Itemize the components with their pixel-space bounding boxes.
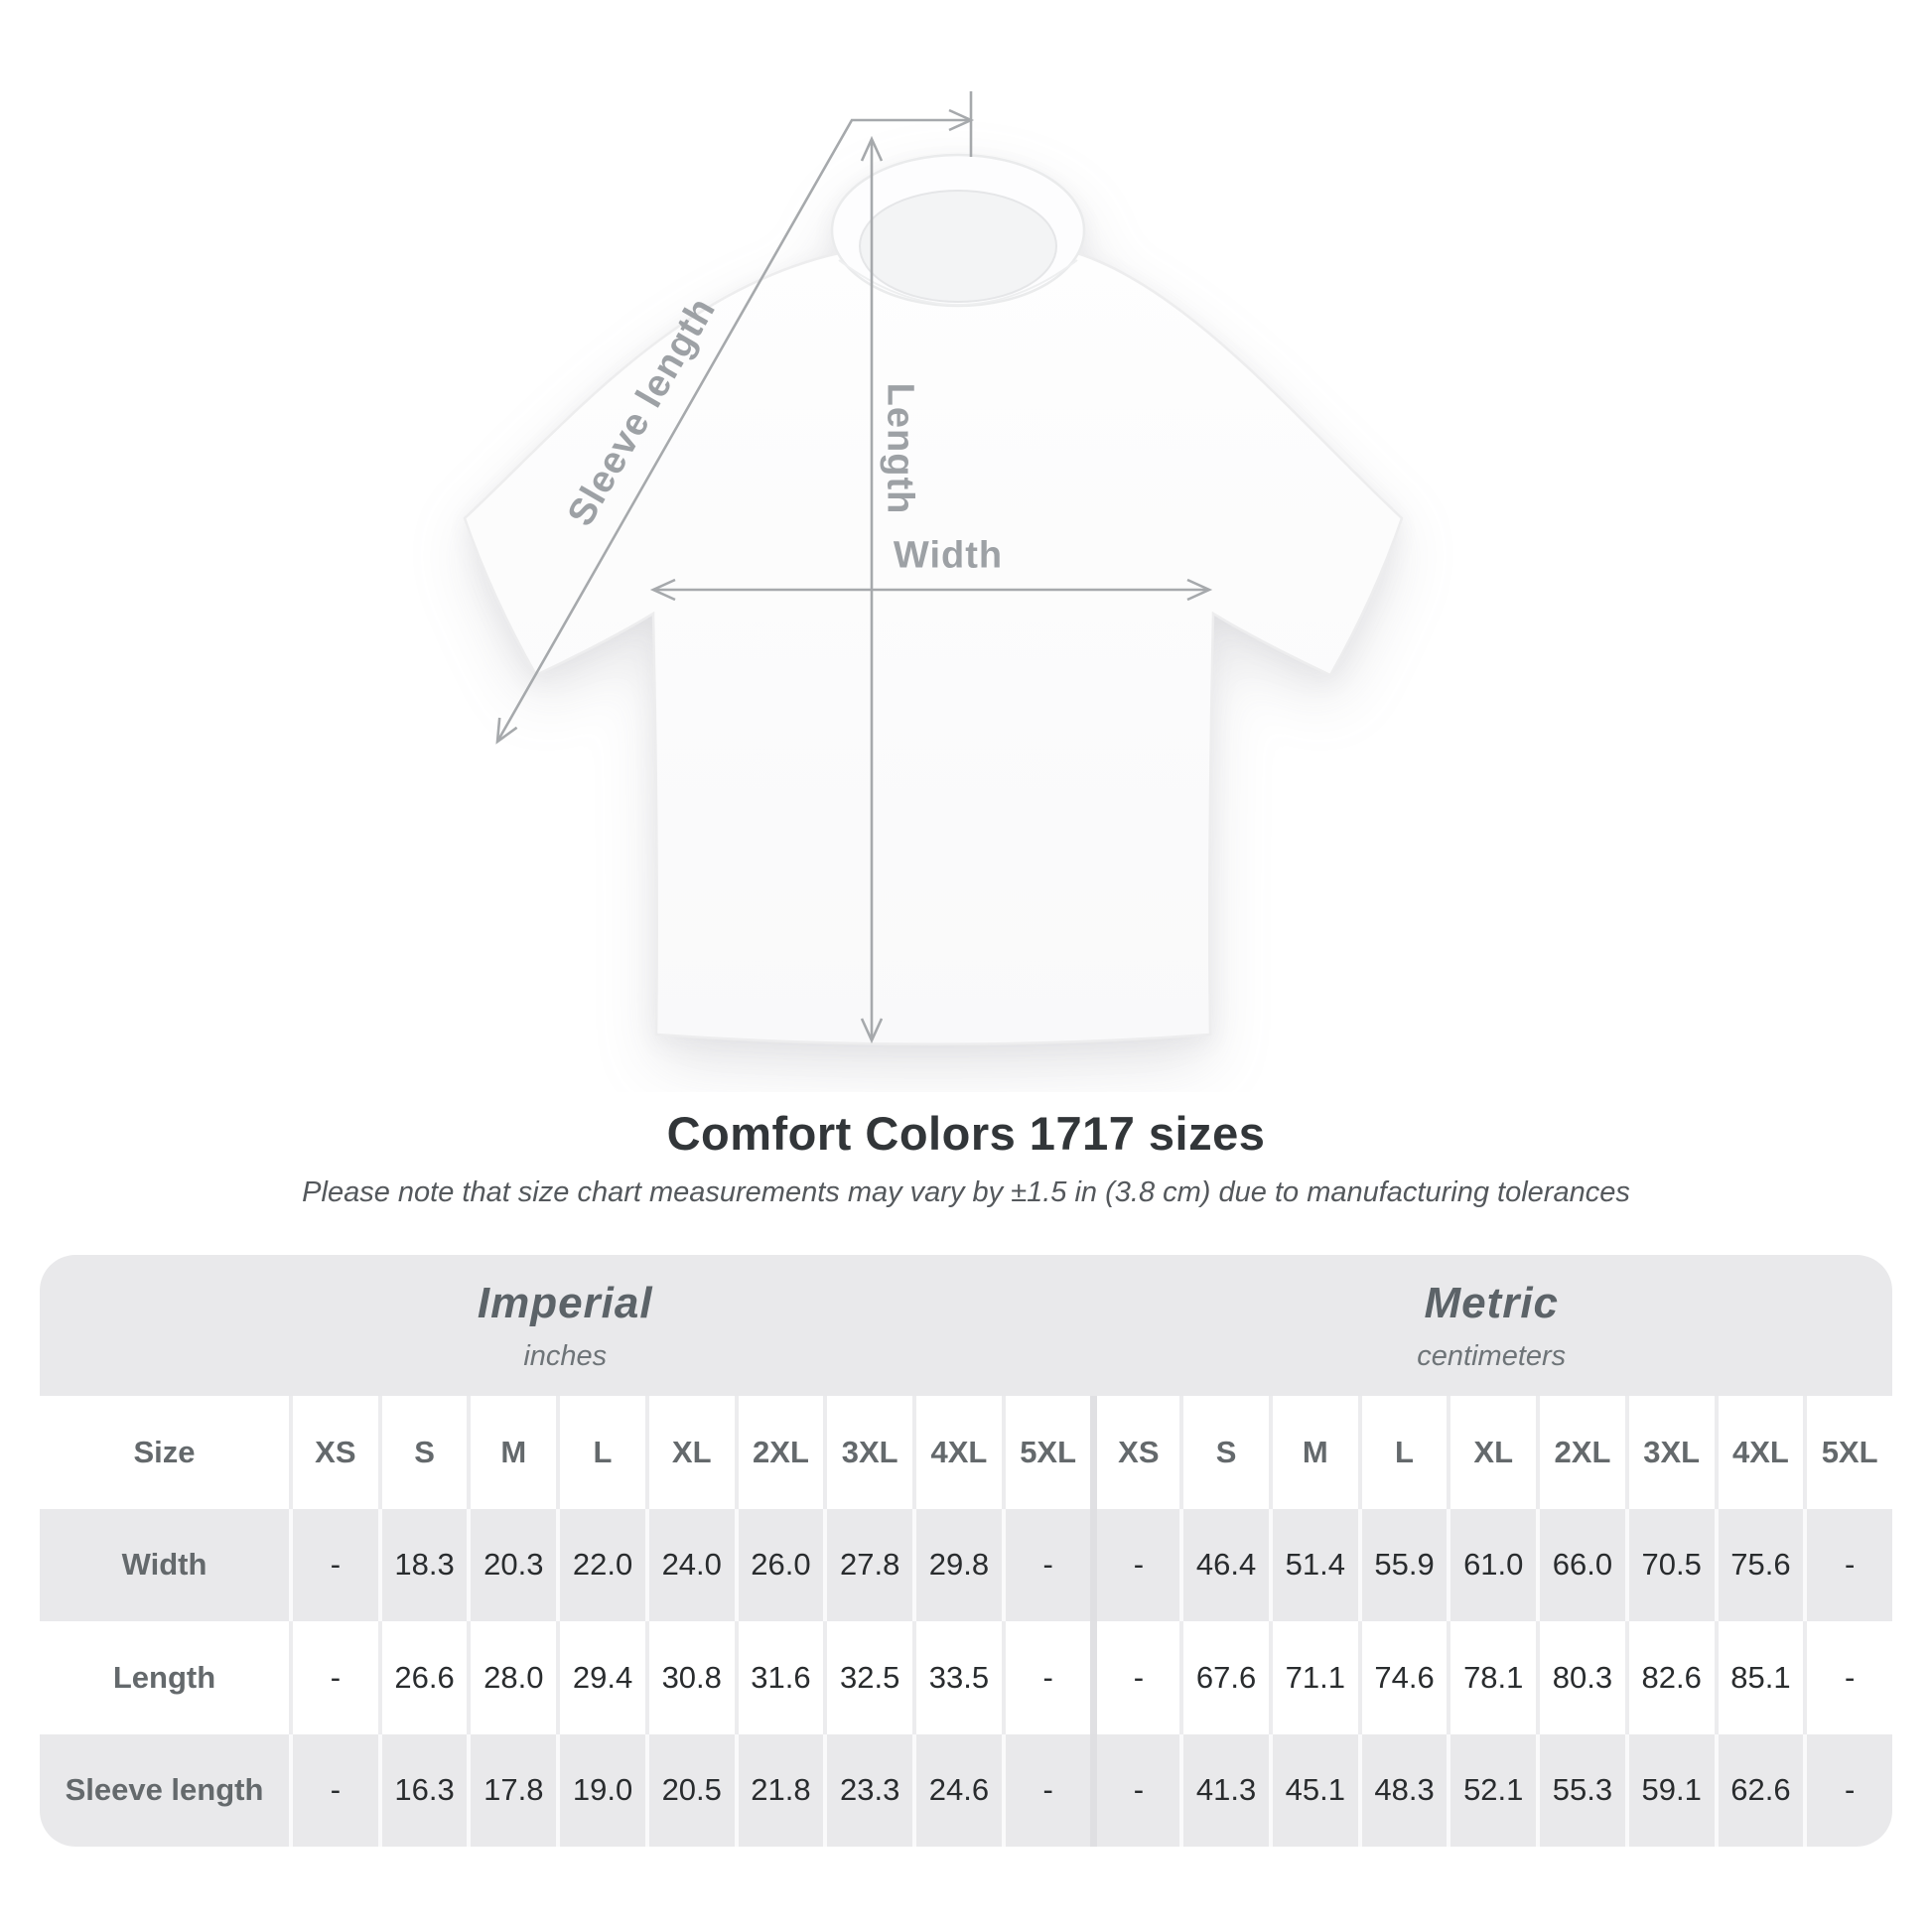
size-header-metric-m: M: [1269, 1396, 1358, 1509]
width-value-imperial-l: 22.0: [556, 1509, 645, 1622]
sleeve-length-value-imperial-4xl: 24.6: [912, 1734, 1002, 1848]
length-value-imperial-l: 29.4: [556, 1621, 645, 1734]
width-value-metric-2xl: 66.0: [1536, 1509, 1625, 1622]
page-subtitle: Please note that size chart measurements may vary by ±1.5 in (3.8 cm) due to manufacturing tolerances: [302, 1176, 1630, 1208]
size-header-imperial-3xl: 3XL: [823, 1396, 912, 1509]
width-value-imperial-s: 18.3: [378, 1509, 468, 1622]
sleeve-length-value-metric-s: 41.3: [1179, 1734, 1269, 1848]
sleeve-length-value-metric-xl: 52.1: [1447, 1734, 1536, 1848]
tshirt-body: [465, 196, 1402, 1044]
length-value-metric-4xl: 85.1: [1715, 1621, 1804, 1734]
width-value-imperial-m: 20.3: [467, 1509, 556, 1622]
size-header-imperial-s: S: [378, 1396, 468, 1509]
length-value-imperial-s: 26.6: [378, 1621, 468, 1734]
size-header-metric-5xl: 5XL: [1803, 1396, 1892, 1509]
size-column-header: Size: [40, 1396, 289, 1509]
imperial-group-unit: inches: [523, 1339, 608, 1372]
sleeve-length-value-metric-xs: -: [1090, 1734, 1179, 1848]
collar-inner: [860, 191, 1056, 302]
width-value-metric-4xl: 75.6: [1715, 1509, 1804, 1622]
size-header-imperial-l: L: [556, 1396, 645, 1509]
width-label: Width: [893, 534, 1004, 577]
sleeve-length-value-imperial-l: 19.0: [556, 1734, 645, 1848]
width-value-imperial-4xl: 29.8: [912, 1509, 1002, 1622]
length-value-imperial-5xl: -: [1002, 1621, 1091, 1734]
sleeve-length-value-metric-m: 45.1: [1269, 1734, 1358, 1848]
row-label-length: Length: [40, 1621, 289, 1734]
width-value-metric-xs: -: [1090, 1509, 1179, 1622]
width-value-metric-m: 51.4: [1269, 1509, 1358, 1622]
sleeve-length-value-metric-2xl: 55.3: [1536, 1734, 1625, 1848]
title-block: [0, 1106, 1932, 1209]
sleeve-length-value-imperial-m: 17.8: [467, 1734, 556, 1848]
sleeve-length-value-metric-5xl: -: [1803, 1734, 1892, 1848]
width-value-imperial-2xl: 26.0: [735, 1509, 824, 1622]
sleeve-length-value-imperial-2xl: 21.8: [735, 1734, 824, 1848]
size-header-metric-xs: XS: [1090, 1396, 1179, 1509]
length-value-metric-s: 67.6: [1179, 1621, 1269, 1734]
sleeve-length-value-imperial-s: 16.3: [378, 1734, 468, 1848]
sleeve-length-value-imperial-xl: 20.5: [645, 1734, 735, 1848]
length-value-imperial-3xl: 32.5: [823, 1621, 912, 1734]
length-value-imperial-4xl: 33.5: [912, 1621, 1002, 1734]
length-value-imperial-2xl: 31.6: [735, 1621, 824, 1734]
metric-group-title: Metric: [1424, 1278, 1560, 1327]
width-value-metric-xl: 61.0: [1447, 1509, 1536, 1622]
sleeve-length-value-metric-l: 48.3: [1358, 1734, 1448, 1848]
sleeve-length-value-metric-3xl: 59.1: [1625, 1734, 1715, 1848]
size-table: [40, 1255, 1892, 1847]
length-value-metric-2xl: 80.3: [1536, 1621, 1625, 1734]
length-value-metric-xs: -: [1090, 1621, 1179, 1734]
row-label-width: Width: [121, 1547, 207, 1583]
page-title: Comfort Colors 1717 sizes: [666, 1107, 1266, 1160]
width-value-imperial-xs: -: [289, 1509, 378, 1622]
width-value-metric-5xl: -: [1803, 1509, 1892, 1622]
width-value-metric-s: 46.4: [1179, 1509, 1269, 1622]
size-header-metric-2xl: 2XL: [1536, 1396, 1625, 1509]
length-value-metric-l: 74.6: [1358, 1621, 1448, 1734]
length-value-imperial-xs: -: [289, 1621, 378, 1734]
length-value-metric-3xl: 82.6: [1625, 1621, 1715, 1734]
size-header-metric-s: S: [1179, 1396, 1269, 1509]
size-header-metric-xl: XL: [1447, 1396, 1536, 1509]
sleeve-length-label: Sleeve length: [559, 290, 725, 533]
sleeve-length-value-imperial-3xl: 23.3: [823, 1734, 912, 1848]
width-value-imperial-3xl: 27.8: [823, 1509, 912, 1622]
size-header-metric-4xl: 4XL: [1715, 1396, 1804, 1509]
length-value-imperial-m: 28.0: [467, 1621, 556, 1734]
imperial-group-title: Imperial: [477, 1278, 653, 1327]
size-header-imperial-5xl: 5XL: [1002, 1396, 1091, 1509]
length-value-metric-5xl: -: [1803, 1621, 1892, 1734]
sleeve-length-value-metric-4xl: 62.6: [1715, 1734, 1804, 1848]
metric-group-header: [1090, 1255, 1892, 1396]
metric-group-unit: centimeters: [1417, 1339, 1567, 1372]
size-header-imperial-4xl: 4XL: [912, 1396, 1002, 1509]
sleeve-length-value-imperial-5xl: -: [1002, 1734, 1091, 1848]
size-header-metric-3xl: 3XL: [1625, 1396, 1715, 1509]
tshirt-illustration: [465, 155, 1402, 1044]
width-value-metric-l: 55.9: [1358, 1509, 1448, 1622]
row-label-sleeve-length: Sleeve length: [65, 1772, 264, 1808]
size-header-imperial-2xl: 2XL: [735, 1396, 824, 1509]
sleeve-length-value-imperial-xs: -: [289, 1734, 378, 1848]
size-header-imperial-m: M: [467, 1396, 556, 1509]
width-value-imperial-5xl: -: [1002, 1509, 1091, 1622]
imperial-group-header: [40, 1255, 1090, 1396]
size-header-imperial-xs: XS: [289, 1396, 378, 1509]
length-value-metric-xl: 78.1: [1447, 1621, 1536, 1734]
size-header-imperial-xl: XL: [645, 1396, 735, 1509]
width-value-imperial-xl: 24.0: [645, 1509, 735, 1622]
length-value-imperial-xl: 30.8: [645, 1621, 735, 1734]
length-value-metric-m: 71.1: [1269, 1621, 1358, 1734]
size-header-metric-l: L: [1358, 1396, 1448, 1509]
length-label: Length: [879, 382, 921, 515]
width-value-metric-3xl: 70.5: [1625, 1509, 1715, 1622]
